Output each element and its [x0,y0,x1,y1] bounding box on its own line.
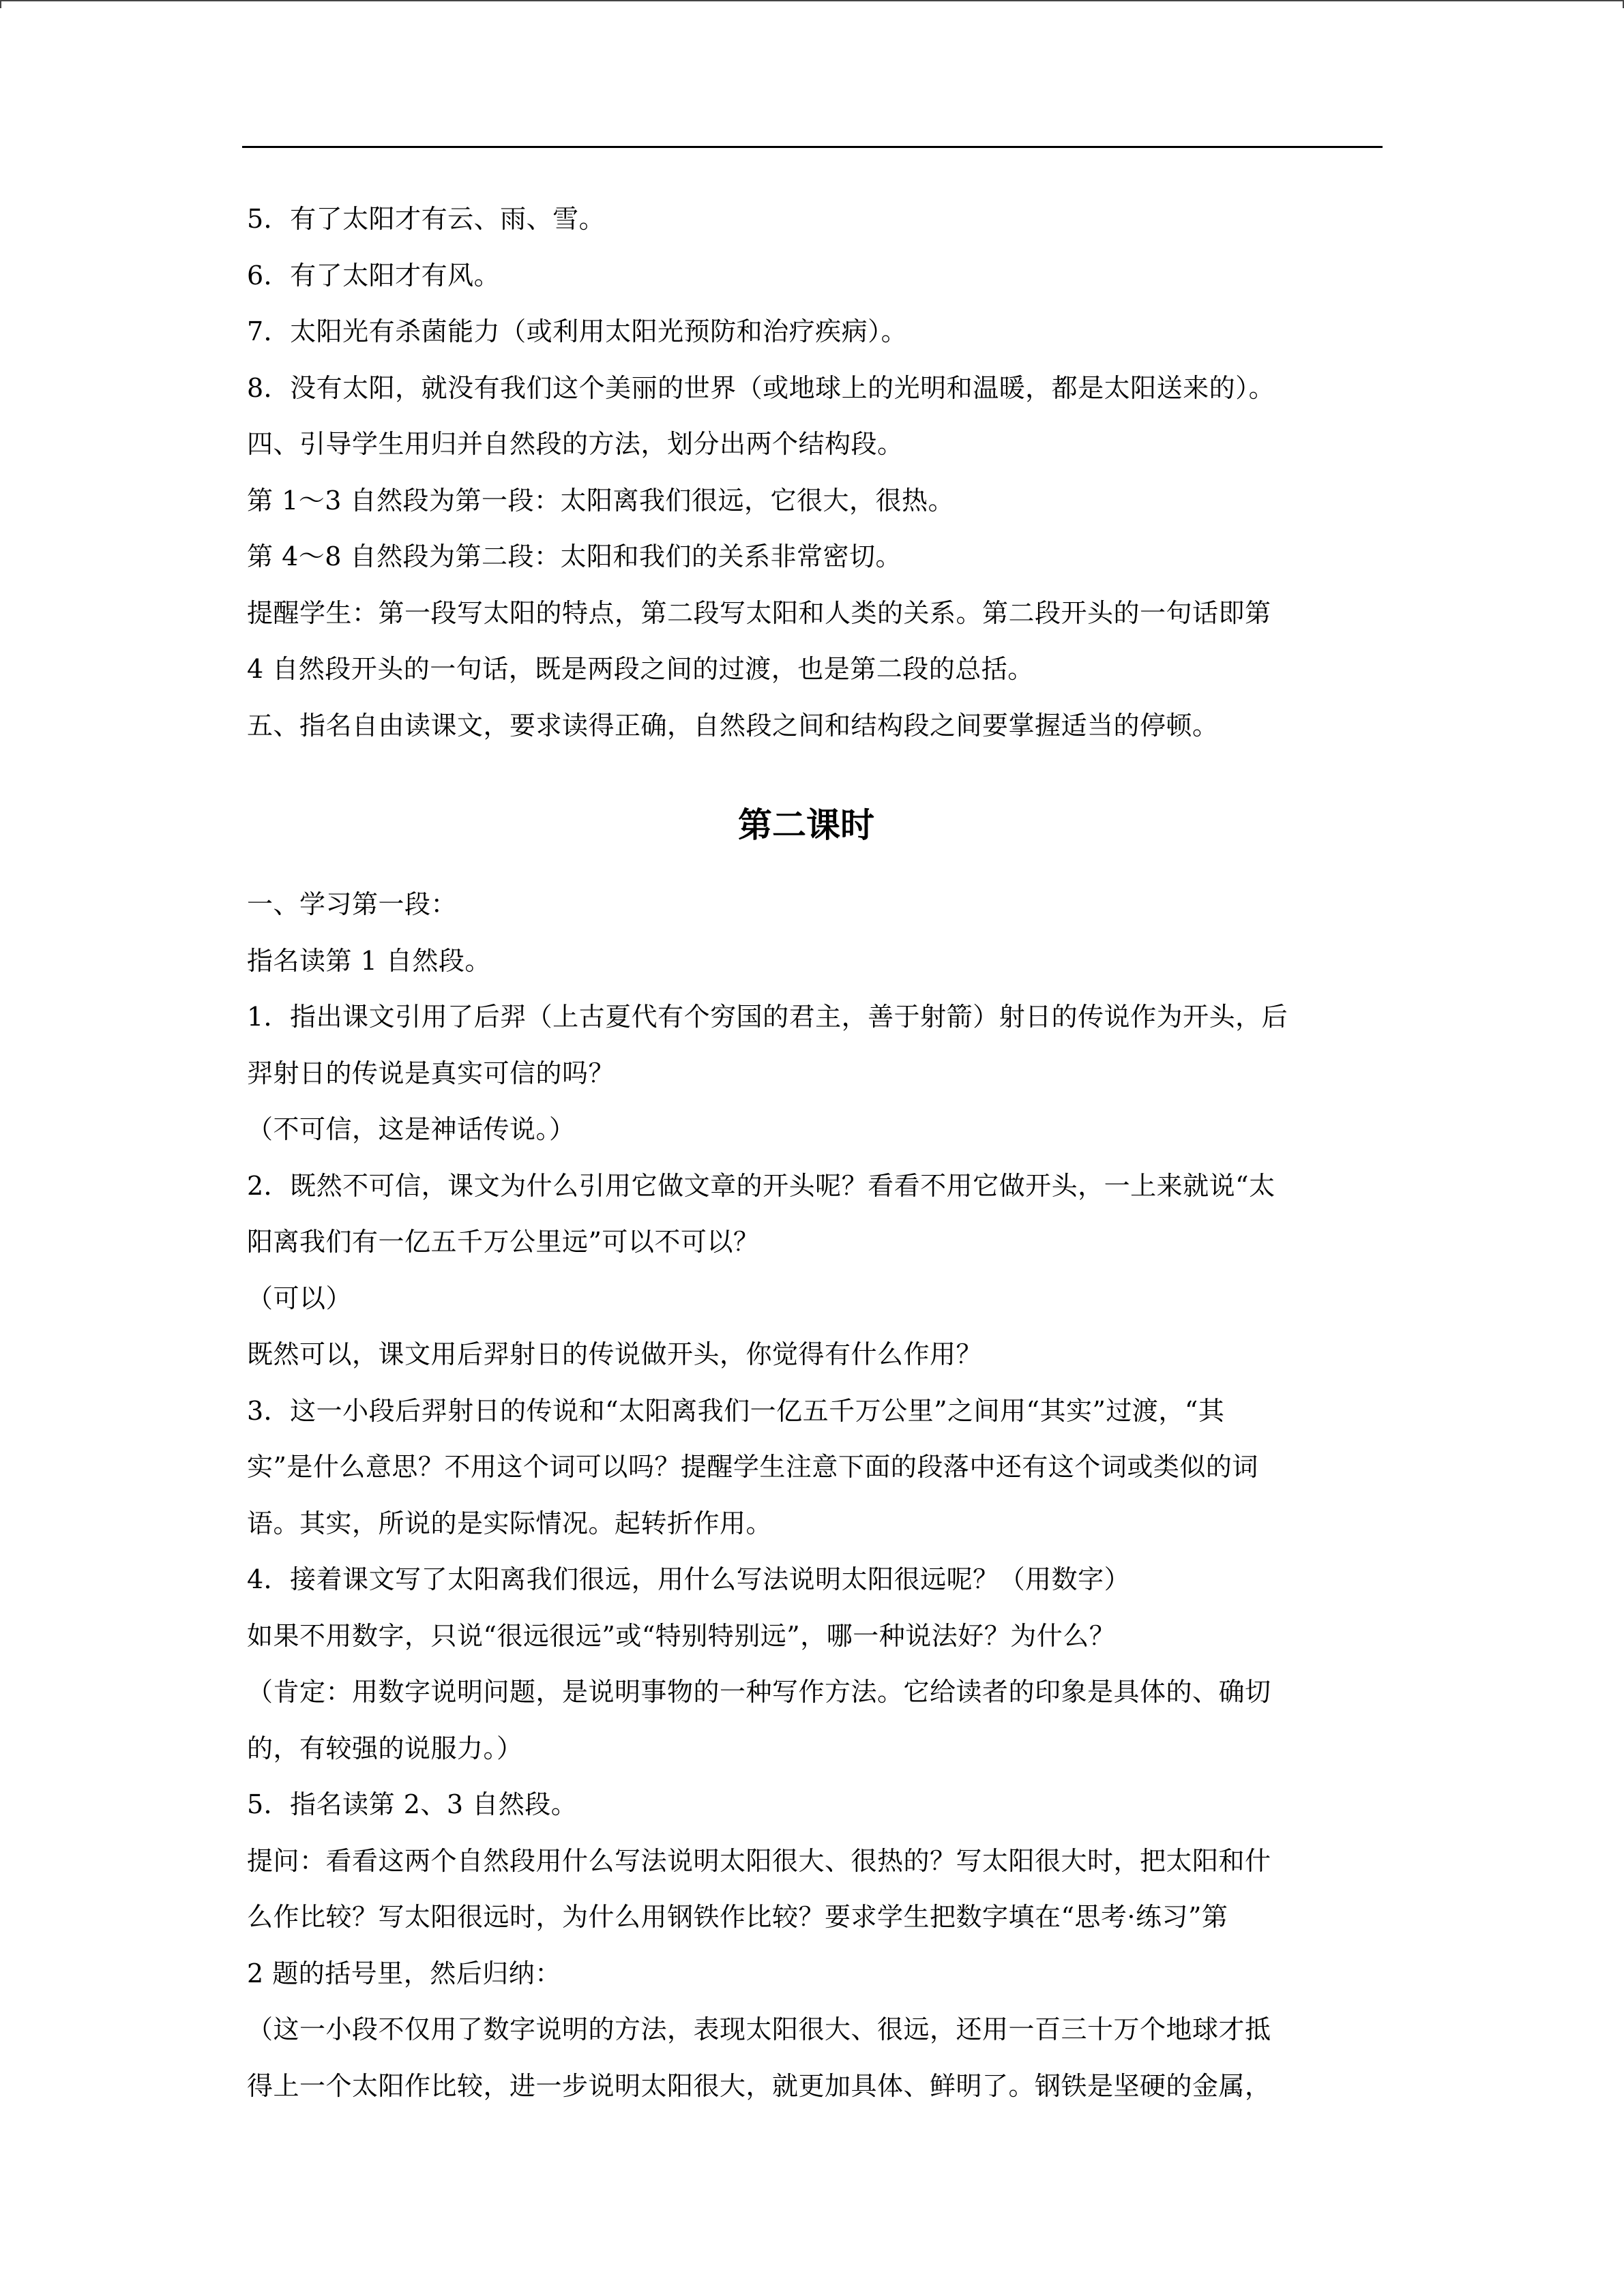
text-line: 提醒学生：第一段写太阳的特点，第二段写太阳和人类的关系。第二段开头的一句话即第 [247,597,1271,628]
text-line: 五、指名自由读课文，要求读得正确，自然段之间和结构段之间要掌握适当的停顿。 [247,710,1219,741]
text-line: 得上一个太阳作比较，进一步说明太阳很大，就更加具体、鲜明了。钢铁是坚硬的金属， [247,2070,1271,2101]
text-line: 2．既然不可信，课文为什么引用它做文章的开头呢？看看不用它做开头，一上来就说“太 [247,1170,1275,1201]
text-line: （肯定：用数字说明问题，是说明事物的一种写作方法。它给读者的印象是具体的、确切 [247,1677,1271,1707]
page-content [247,191,1379,2114]
text-line: 实”是什么意思？不用这个词可以吗？提醒学生注意下面的段落中还有这个词或类似的词 [247,1452,1258,1482]
section-title: 第二课时 [738,805,874,845]
text-line: 4 自然段开头的一句话，既是两段之间的过渡，也是第二段的总括。 [247,654,1034,684]
text-line: 的，有较强的说服力。） [247,1733,523,1763]
text-line: 既然可以，课文用后羿射日的传说做开头，你觉得有什么作用？ [247,1339,983,1369]
header-rule [242,146,1383,148]
top-border-line [0,0,1624,1]
section2-block [247,876,1379,2114]
text-line: 2 题的括号里，然后归纳： [247,1958,561,1988]
text-line: 4．接着课文写了太阳离我们很远，用什么写法说明太阳很远呢？（用数字） [247,1564,1131,1594]
section1-block [247,191,1379,754]
text-line: 四、引导学生用归并自然段的方法，划分出两个结构段。 [247,429,904,459]
text-line: 一、学习第一段： [247,889,458,919]
text-line: （不可信，这是神话传说。） [247,1114,576,1144]
text-line: 指名读第 1 自然段。 [247,945,491,976]
text-line: （可以） [247,1283,353,1313]
text-line: 1．指出课文引用了后羿（上古夏代有个穷国的君主，善于射箭）射日的传说作为开头，后 [247,1002,1288,1032]
text-line: 么作比较？写太阳很远时，为什么用钢铁作比较？要求学生把数字填在“思考·练习”第 [247,1902,1228,1932]
text-line: 语。其实，所说的是实际情况。起转折作用。 [247,1508,773,1538]
text-line: 第 1～3 自然段为第一段：太阳离我们很远，它很大，很热。 [247,485,955,516]
text-line: 如果不用数字，只说“很远很远”或“特别特别远”，哪一种说法好？为什么？ [247,1620,1116,1651]
text-line: 7．太阳光有杀菌能力（或利用太阳光预防和治疗疾病）。 [247,316,908,346]
text-line: 6．有了太阳才有风。 [247,260,501,290]
text-line: 5．有了太阳才有云、雨、雪。 [247,204,606,234]
text-line: 3．这一小段后羿射日的传说和“太阳离我们一亿五千万公里”之间用“其实”过渡，“其 [247,1395,1225,1426]
text-line: 5．指名读第 2、3 自然段。 [247,1789,578,1819]
top-left-corner-mark [0,0,1,8]
text-line: 羿射日的传说是真实可信的吗？ [247,1058,615,1088]
text-line: 阳离我们有一亿五千万公里远”可以不可以？ [247,1227,760,1257]
text-line: 第 4～8 自然段为第二段：太阳和我们的关系非常密切。 [247,541,902,571]
text-line: 8．没有太阳，就没有我们这个美丽的世界（或地球上的光明和温暖，都是太阳送来的）。 [247,372,1275,403]
text-line: （这一小段不仅用了数字说明的方法，表现太阳很大、很远，还用一百三十万个地球才抵 [247,2014,1271,2044]
text-line: 提问：看看这两个自然段用什么写法说明太阳很大、很热的？写太阳很大时，把太阳和什 [247,1845,1271,1876]
